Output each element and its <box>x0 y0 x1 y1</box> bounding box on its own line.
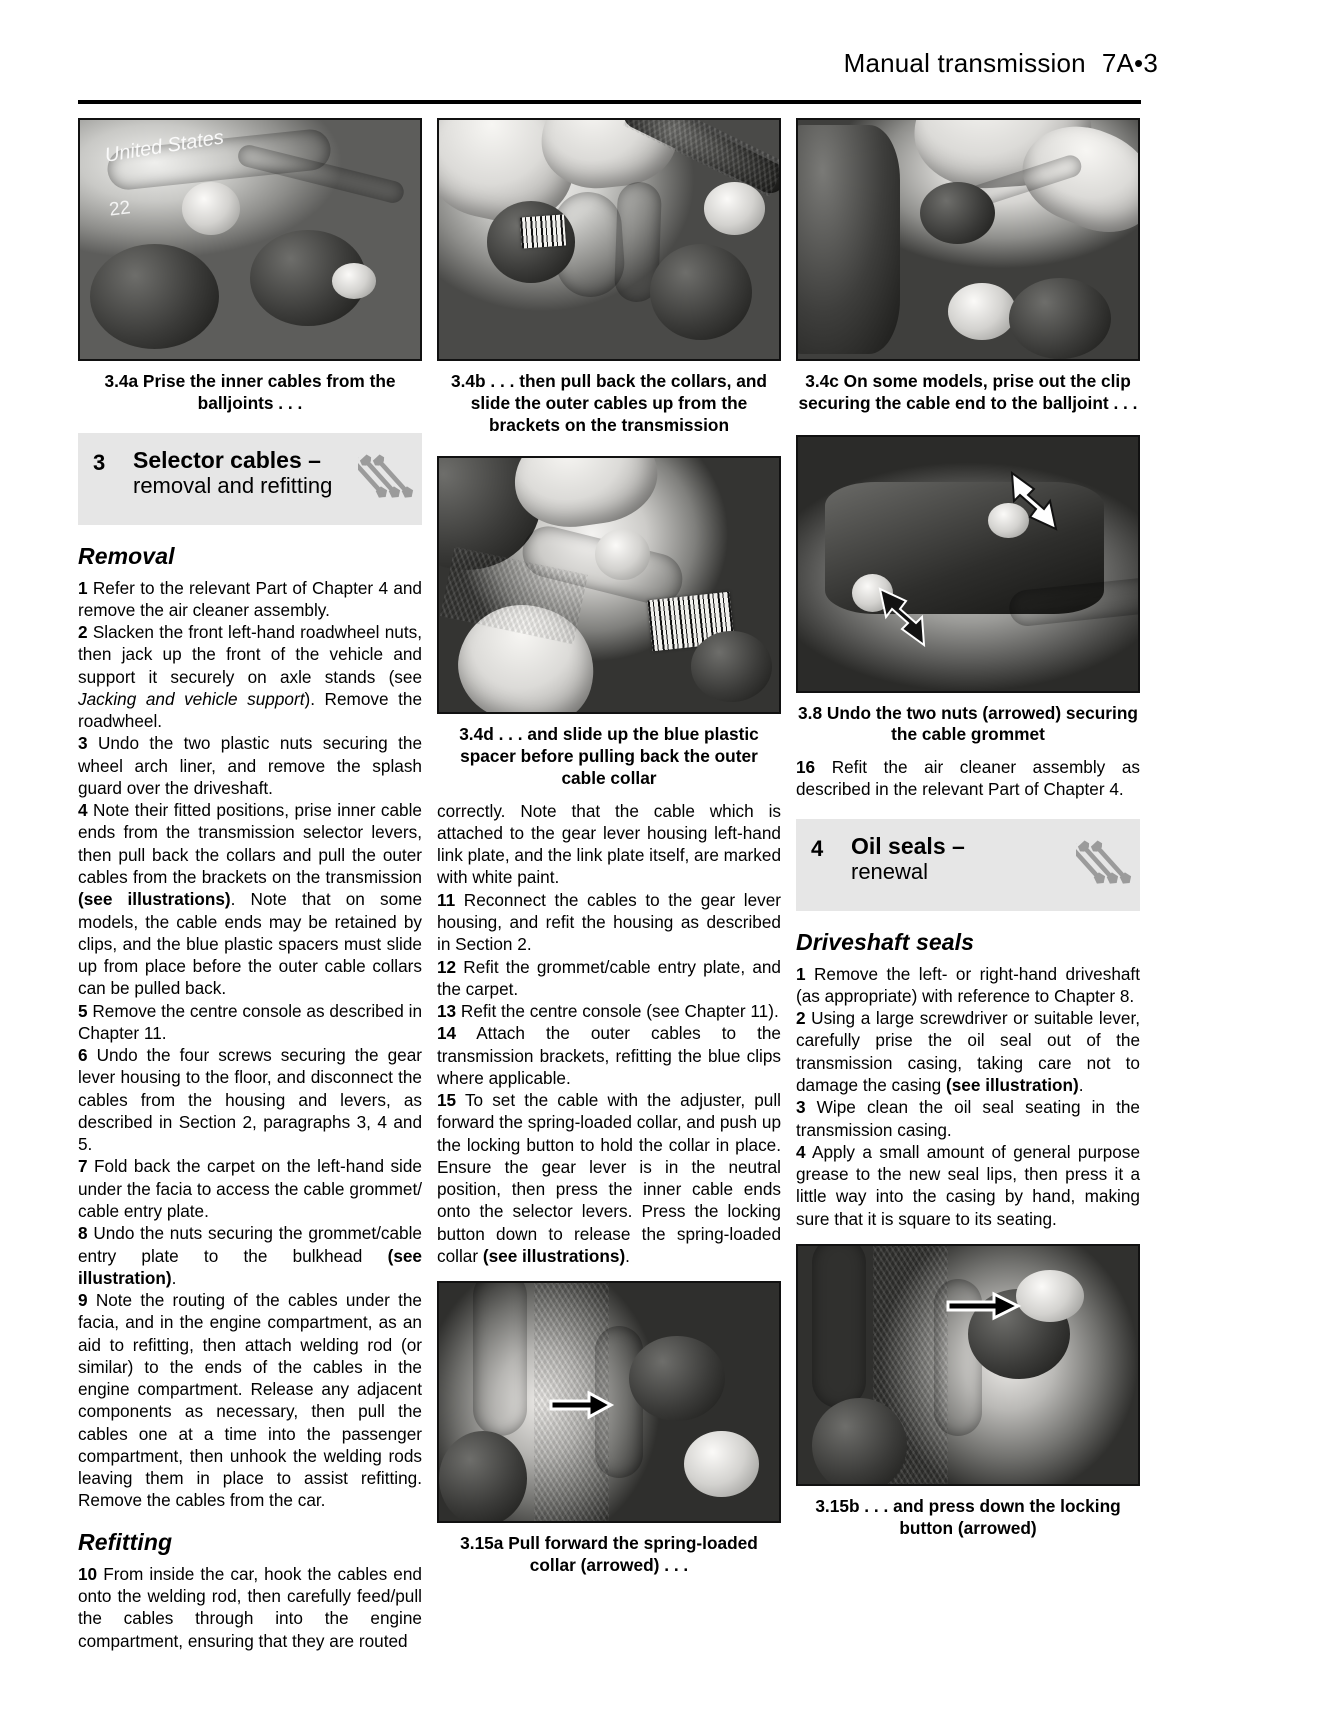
column-right <box>796 118 1140 1539</box>
paragraph-14: 14 Attach the outer cables to the transmission brackets, refitting the blue clips where applicable. <box>437 1023 781 1088</box>
figure-3-4a-photo <box>78 118 422 361</box>
paragraph-11: 11 Reconnect the cables to the gear lever housing, and refit the housing as described in Section 2. <box>437 889 782 955</box>
page-title: Manual transmission <box>843 48 1086 78</box>
driveshaft-paragraph-3: 3 Wipe clean the oil seal seating in the transmission casing. <box>796 1097 1140 1140</box>
svg-text:22: 22 <box>108 197 132 221</box>
section-3-header <box>78 433 422 525</box>
page-header <box>78 48 1158 79</box>
figure-3-4d-photo <box>437 456 781 714</box>
column-left <box>78 118 422 1652</box>
spanner-rating-icon <box>358 447 414 513</box>
column-right-body-2 <box>796 963 1140 1230</box>
paragraph-1: 1 Refer to the relevant Part of Chapter 4 and remove the air cleaner assembly. <box>78 577 422 620</box>
section-4-header <box>796 819 1140 911</box>
paragraph-12: 12 Refit the grommet/cable entry plate, and the carpet. <box>437 956 781 999</box>
figure-3-15a-arrow-icon <box>439 1283 779 1521</box>
spanner-rating-icon-2 <box>1076 833 1132 899</box>
header-rule <box>78 100 1141 104</box>
driveshaft-paragraph-4: 4 Apply a small amount of general purpose grease to the new seal lips, then press it a little way into the casing by hand, making sure that it is square to its seating. <box>796 1141 1141 1229</box>
column-left-body-2 <box>78 1563 422 1652</box>
paragraph-10: 10 From inside the car, hook the cables end onto the welding rod, then carefully feed/pull the cables through into the engine compartment, ensuring that they are routed <box>78 1563 422 1651</box>
subheading-refitting: Refitting <box>78 1528 173 1555</box>
column-right-body <box>796 756 1140 801</box>
figure-3-4b-caption: 3.4b . . . then pull back the collars, and slide the outer cables up from the brackets on the transmission <box>451 371 767 435</box>
subheading-driveshaft-seals: Driveshaft seals <box>796 928 975 955</box>
paragraph-7: 7 Fold back the carpet on the left-hand side under the facia to access the cable grommet/ cable entry plate. <box>78 1156 422 1221</box>
figure-3-8-caption: 3.8 Undo the two nuts (arrowed) securing the cable grommet <box>798 702 1138 745</box>
paragraph-6: 6 Undo the four screws securing the gear lever housing to the floor, and disconnect the cables from the housing and levers, as described in Section 2, paragraphs 3, 4 and 5. <box>78 1045 422 1155</box>
section-3-title: Selector cables – <box>133 446 321 473</box>
paragraph-15: 15 To set the cable with the adjuster, pull forward the spring-loaded collar, and push up the locking button to hold the collar in place. Ensure the gear lever is in the neutral position, then press the inner cable ends onto the selector levers. Press the locking button down to release the spring-loaded collar (see illustrations). <box>437 1090 781 1266</box>
subheading-removal: Removal <box>78 542 175 569</box>
figure-3-15b-photo <box>796 1244 1140 1486</box>
section-3-number: 3 <box>93 449 106 475</box>
driveshaft-paragraph-2: 2 Using a large screwdriver or suitable lever, carefully prise the oil seal out of the transmission casing, taking care not to damage the casing (see illustration). <box>796 1008 1140 1095</box>
page-number: 7A•3 <box>1101 48 1158 78</box>
figure-3-8-photo <box>796 435 1140 693</box>
figure-3-15b-arrow-icon <box>798 1246 1138 1484</box>
paragraph-9: 9 Note the routing of the cables under the facia, and in the engine compartment, as an aid to refitting, then attach welding rod (or similar) to the ends of the cables in the engine compartment. Release any adjacent components as necessary, then pull the cables one at a time into the passenger compartment, then unhook the welding rods leaving them in place to assist refitting. Remove the cables from the car. <box>78 1290 422 1511</box>
section-4-title: Oil seals – <box>851 832 965 859</box>
figure-3-4a-marking <box>80 120 420 359</box>
paragraph-8: 8 Undo the nuts securing the grommet/cable entry plate to the bulkhead (see illustration). <box>78 1223 422 1288</box>
svg-text:United States: United States <box>103 126 226 167</box>
figure-3-4a-caption: 3.4a Prise the inner cables from the balljoints . . . <box>104 371 396 413</box>
paragraph-13: 13 Refit the centre console (see Chapter 11). <box>437 1001 779 1022</box>
column-middle-body <box>437 800 781 1268</box>
figure-3-4d-caption: 3.4d . . . and slide up the blue plastic spacer before pulling back the outer cable collar <box>459 724 759 788</box>
driveshaft-paragraph-1: 1 Remove the left- or right-hand driveshaft (as appropriate) with reference to Chapter 8. <box>796 963 1140 1006</box>
section-4-number: 4 <box>811 835 824 861</box>
paragraph-4: 4 Note their fitted positions, prise inner cable ends from the transmission selector levers, then pull back the collars and pull the outer cables from the brackets on the transmission (see illustrations). Note that on some models, the cable ends may be retained by clips, and the blue plastic spacers must slide up from place before the outer cable collars can be pulled back. <box>78 800 423 999</box>
section-4-title-block <box>851 834 965 886</box>
section-4-subtitle: renewal <box>851 859 929 885</box>
figure-3-15a-caption: 3.15a Pull forward the spring-loaded collar (arrowed) . . . <box>460 1533 758 1576</box>
figure-3-4c-photo <box>796 118 1140 361</box>
column-left-body <box>78 577 422 1512</box>
figure-3-8-arrows-icon <box>798 437 1138 691</box>
figure-3-15a-photo <box>437 1281 781 1523</box>
paragraph-16: 16 Refit the air cleaner assembly as described in the relevant Part of Chapter 4. <box>796 757 1141 800</box>
figure-3-15b-caption: 3.15b . . . and press down the locking button (arrowed) <box>815 1495 1121 1538</box>
paragraph-10-cont: correctly. Note that the cable which is attached to the gear lever housing left-hand link plate, and the link plate itself, are marked with white paint. <box>437 800 781 888</box>
figure-3-4c-caption: 3.4c On some models, prise out the clip securing the cable end to the balljoint . . . <box>798 371 1138 413</box>
figure-3-4b-photo <box>437 118 781 361</box>
paragraph-5: 5 Remove the centre console as described in Chapter 11. <box>78 1000 423 1043</box>
section-3-title-block <box>133 448 332 500</box>
paragraph-3: 3 Undo the two plastic nuts securing the wheel arch liner, and remove the splash guard over the driveshaft. <box>78 733 422 798</box>
column-middle <box>437 118 781 1577</box>
paragraph-2: 2 Slacken the front left-hand roadwheel nuts, then jack up the front of the vehicle and support it securely on axle stands (see Jacking and vehicle support). Remove the roadwheel. <box>78 622 423 732</box>
section-3-subtitle: removal and refitting <box>133 473 333 499</box>
